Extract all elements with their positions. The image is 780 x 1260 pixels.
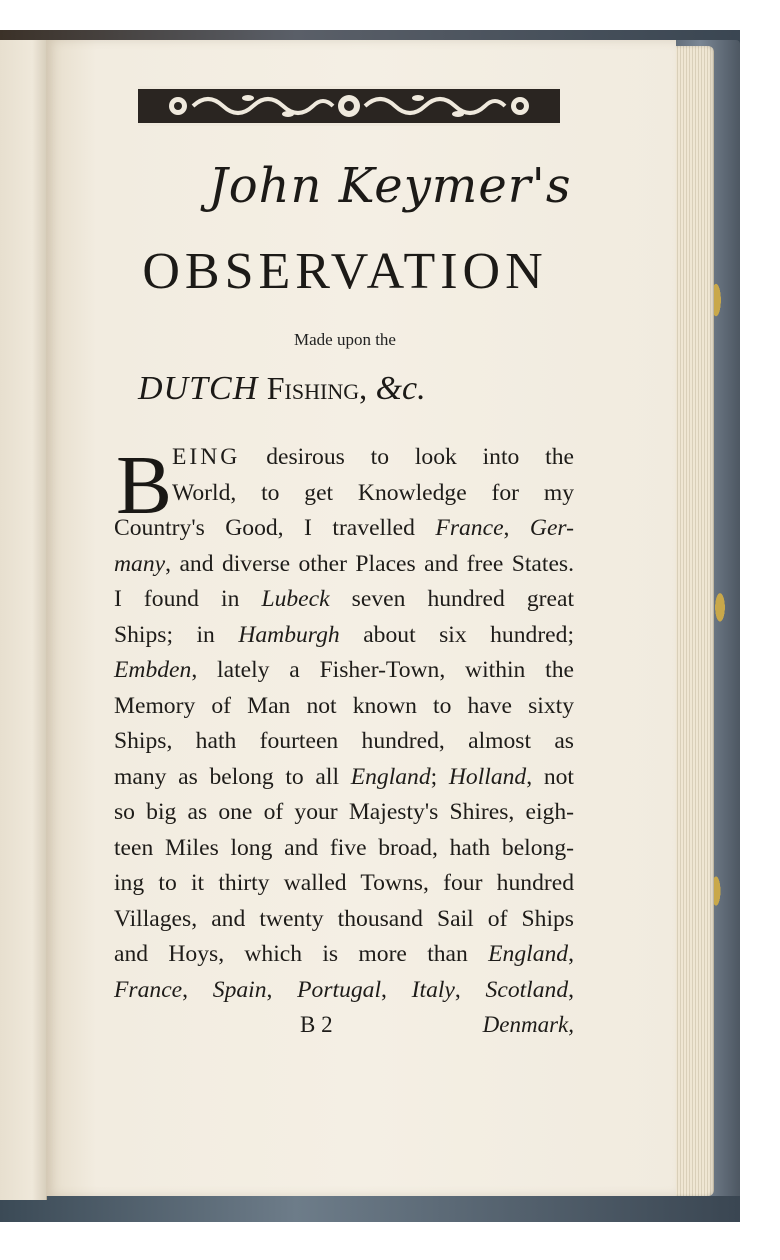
text-segment: Spain	[212, 976, 267, 1003]
title-dutch: DUTCH	[138, 370, 259, 407]
text-line	[114, 724, 574, 760]
text-line	[114, 760, 574, 796]
text-segment: Embden	[114, 657, 192, 683]
drop-cap: B	[116, 439, 173, 532]
text-line	[114, 476, 574, 512]
text-segment: Country's Good, I travelled	[114, 515, 436, 541]
text-line	[114, 795, 574, 831]
text-segment: ,	[182, 976, 213, 1003]
text-line	[114, 902, 574, 938]
text-segment: ;	[430, 763, 449, 790]
text-segment: Hamburgh	[238, 621, 340, 648]
book-cover-bottom	[0, 1196, 740, 1222]
text-segment: many as belong to all	[114, 763, 351, 790]
text-segment: ,	[381, 976, 412, 1003]
text-segment: EING	[172, 444, 241, 470]
text-segment: many	[114, 550, 166, 577]
text-segment: ,	[568, 976, 575, 1003]
text-line	[114, 547, 574, 583]
text-segment: Memory of Man not known to have sixty	[114, 692, 574, 719]
text-line	[114, 831, 574, 867]
title-main: OBSERVATION	[142, 243, 548, 300]
title-author: John Keymer's	[208, 158, 572, 214]
text-line	[114, 866, 574, 902]
text-segment: France	[435, 515, 504, 541]
text-segment: about six hundred;	[339, 621, 574, 648]
text-segment: ,	[266, 976, 298, 1003]
text-segment: so big as one of your Majesty's Shires, eigh-	[114, 799, 574, 825]
text-lines	[114, 440, 574, 1008]
text-segment: teen Miles long and five broad, hath belong-	[114, 834, 574, 861]
text-segment: England	[350, 763, 431, 790]
text-line	[114, 689, 574, 725]
text-segment: World, to get Knowledge for my	[172, 479, 574, 506]
text-segment: England	[488, 941, 569, 967]
text-segment: Holland	[448, 763, 527, 790]
text-line	[114, 511, 574, 547]
text-segment: Villages, and twenty thousand Sail of Ships	[114, 905, 574, 932]
text-segment: Italy	[411, 976, 455, 1003]
text-line	[114, 582, 574, 618]
title-dutch-fishing	[138, 370, 558, 408]
text-segment: seven hundred great	[329, 586, 574, 612]
text-segment: I found in	[114, 586, 262, 612]
text-segment: ,	[503, 515, 530, 541]
ornament-headpiece-icon	[138, 86, 560, 126]
signature-mark: B 2	[300, 1012, 333, 1037]
text-segment: Scotland	[485, 976, 569, 1003]
body-text	[114, 440, 574, 1008]
text-segment: Ships, hath fourteen hundred, almost as	[114, 728, 574, 754]
text-segment: ,	[454, 976, 486, 1003]
text-line	[114, 973, 574, 1009]
catchword: Denmark,	[482, 1012, 574, 1037]
left-page	[0, 40, 47, 1200]
text-segment: Portugal	[297, 976, 382, 1003]
text-segment: , lately a Fisher-Town, within the	[191, 657, 574, 683]
page-footer	[114, 1004, 574, 1044]
title-etc: &c.	[375, 370, 426, 407]
text-segment: desirous to look into the	[240, 444, 574, 470]
text-segment: ,	[568, 941, 574, 967]
title-fishing: Fishing,	[266, 370, 368, 406]
text-line	[114, 937, 574, 973]
text-segment: , and diverse other Places and free States.	[165, 550, 574, 577]
text-segment: Ger-	[529, 515, 574, 541]
text-segment: , not	[526, 763, 574, 790]
page-edges	[672, 46, 714, 1196]
subtitle: Made upon the	[294, 330, 396, 349]
text-segment: Ships; in	[114, 621, 239, 648]
text-segment: ing to it thirty walled Towns, four hundred	[114, 870, 574, 896]
text-line	[114, 618, 574, 654]
text-line	[114, 440, 574, 476]
text-segment: France	[114, 976, 183, 1003]
text-line	[114, 653, 574, 689]
text-segment: Lubeck	[261, 586, 330, 612]
text-segment: and Hoys, which is more than	[114, 941, 489, 967]
